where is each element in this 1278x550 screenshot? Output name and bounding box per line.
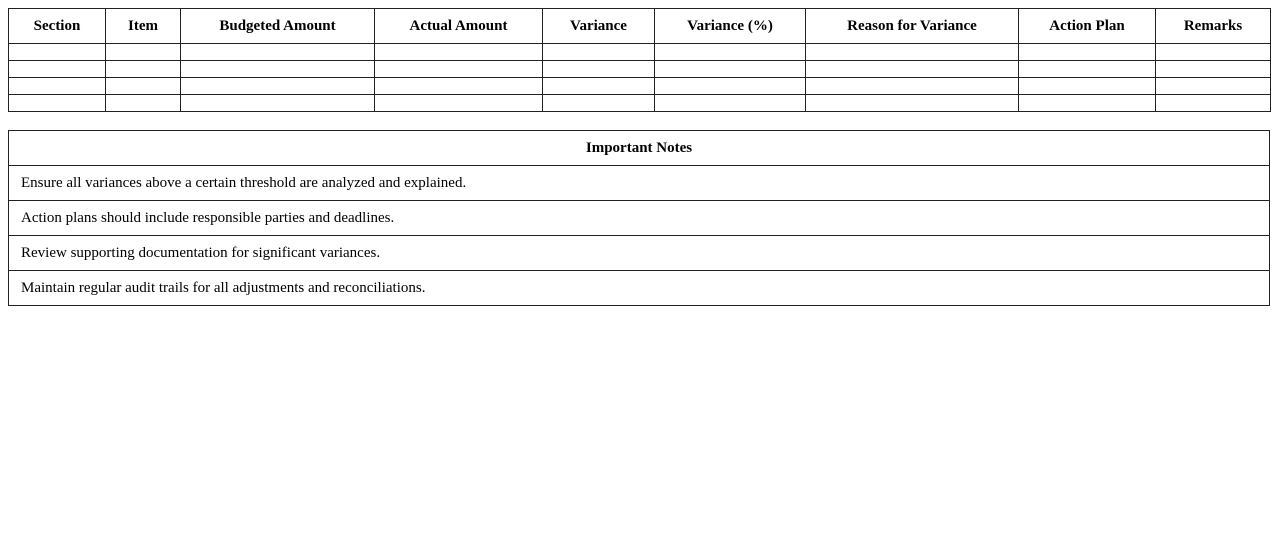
table-cell bbox=[543, 95, 655, 112]
col-header-variance: Variance bbox=[543, 9, 655, 44]
note-item: Ensure all variances above a certain threshold are analyzed and explained. bbox=[9, 166, 1270, 201]
table-cell bbox=[1156, 61, 1271, 78]
table-cell bbox=[375, 44, 543, 61]
table-cell bbox=[1019, 95, 1156, 112]
table-cell bbox=[655, 61, 806, 78]
table-cell bbox=[1156, 44, 1271, 61]
notes-title: Important Notes bbox=[9, 131, 1270, 166]
table-cell bbox=[181, 44, 375, 61]
table-cell bbox=[1156, 78, 1271, 95]
table-cell bbox=[1019, 61, 1156, 78]
notes-header-row bbox=[9, 131, 1270, 166]
table-cell bbox=[1156, 95, 1271, 112]
note-row bbox=[9, 166, 1270, 201]
table-cell bbox=[1019, 78, 1156, 95]
table-cell bbox=[543, 61, 655, 78]
table-cell bbox=[375, 95, 543, 112]
table-row bbox=[9, 78, 1271, 95]
table-cell bbox=[806, 95, 1019, 112]
table-cell bbox=[9, 78, 106, 95]
col-header-actual-amount: Actual Amount bbox=[375, 9, 543, 44]
table-cell bbox=[106, 61, 181, 78]
table-cell bbox=[655, 95, 806, 112]
table-row bbox=[9, 44, 1271, 61]
col-header-reason-for-variance: Reason for Variance bbox=[806, 9, 1019, 44]
note-item: Maintain regular audit trails for all adjustments and reconciliations. bbox=[9, 271, 1270, 306]
table-cell bbox=[9, 61, 106, 78]
table-cell bbox=[375, 78, 543, 95]
table-cell bbox=[655, 44, 806, 61]
table-cell bbox=[655, 78, 806, 95]
note-row bbox=[9, 201, 1270, 236]
note-row bbox=[9, 236, 1270, 271]
table-cell bbox=[9, 95, 106, 112]
table-cell bbox=[1019, 44, 1156, 61]
table-cell bbox=[375, 61, 543, 78]
table-cell bbox=[806, 78, 1019, 95]
table-cell bbox=[543, 44, 655, 61]
col-header-budgeted-amount: Budgeted Amount bbox=[181, 9, 375, 44]
table-cell bbox=[181, 78, 375, 95]
col-header-action-plan: Action Plan bbox=[1019, 9, 1156, 44]
note-row bbox=[9, 271, 1270, 306]
header-row bbox=[9, 9, 1271, 44]
important-notes-table bbox=[8, 130, 1270, 306]
variance-table bbox=[8, 8, 1271, 112]
col-header-remarks: Remarks bbox=[1156, 9, 1271, 44]
col-header-section: Section bbox=[9, 9, 106, 44]
table-cell bbox=[106, 44, 181, 61]
table-cell bbox=[9, 44, 106, 61]
table-cell bbox=[181, 61, 375, 78]
table-cell bbox=[806, 44, 1019, 61]
table-cell bbox=[543, 78, 655, 95]
col-header-variance-percent: Variance (%) bbox=[655, 9, 806, 44]
table-cell bbox=[106, 78, 181, 95]
note-item: Action plans should include responsible parties and deadlines. bbox=[9, 201, 1270, 236]
table-cell bbox=[106, 95, 181, 112]
table-row bbox=[9, 95, 1271, 112]
table-cell bbox=[806, 61, 1019, 78]
note-item: Review supporting documentation for significant variances. bbox=[9, 236, 1270, 271]
col-header-item: Item bbox=[106, 9, 181, 44]
table-cell bbox=[181, 95, 375, 112]
table-row bbox=[9, 61, 1271, 78]
